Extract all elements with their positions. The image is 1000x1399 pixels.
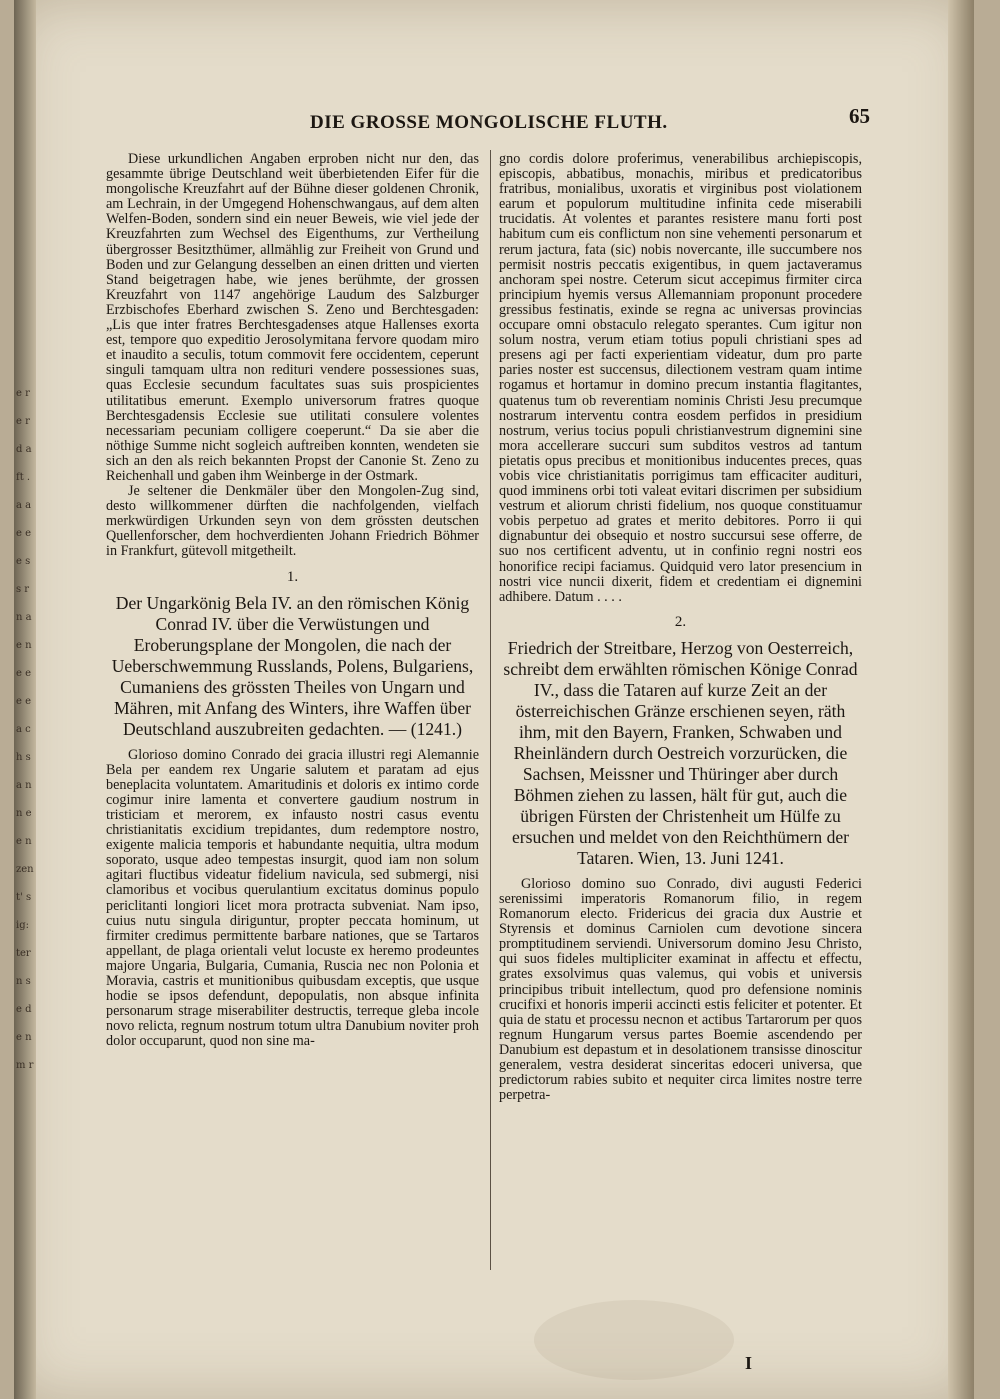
section-2-number: 2.	[674, 613, 687, 630]
facing-page-fragments: e r e r d a ft . a a e e e s s r n a e n e e e e a ch sa n n e e n zen t' sig: ter n se de n m r	[16, 388, 34, 1071]
right-column	[499, 152, 862, 1103]
left-column	[106, 152, 479, 1050]
column-divider	[490, 150, 491, 1270]
section-2-title: Friedrich der Streitbare, Herzog von Oesterreich, schreibt dem erwählten römischen Könige Conrad IV., dass die Tataren auf kurze Zeit an der österreichischen Gränze erschienen seyen, räth ihm, mit den Bayern, Franken, Schwaben und Rheinländern durch Oestreich vorzurücken, die Sachsen, Meissner und Thüringer aber durch Böhmen ziehen zu lassen, hält für gut, auch die übrigen Fürsten der Christenheit um Hülfe zu ersuchen und meldet von den Reichthümern der Tataren. Wien, 13. Juni 1241.	[503, 637, 858, 868]
intro-paragraph-1: Diese urkundlichen Angaben erproben nicht nur den, das gesammte übrige Deutschland weit überbietenden Eifer für die mongolische Kreuzfahrt auf der Bühne dieser goldenen Chronik, am Lechrain, in der Umgegend Hohenschwangaus, auf dem alten Welfen-Boden, sondern sind ein neuer Beweis, wie viel jede der Kreuzfahrten zum Wechsel des Eigenthums, zur Vertheilung übergrosser Besitzthümer, allmählig zur Freiheit von Grund und Boden und zur Gelangung desselben an einen dritten und vierten Stand beigetragen habe, wie jenes berühmte, der grossen Kreuzfahrt von 1147 angehörige Laudum des Salzburger Erzbischofes Eberhard zwischen S. Zeno und Berchtesgaden: „Lis que inter fratres Berchtesgadenses atque Hallenses exorta est, tempore quo expeditio Jerosolymitana fervore quodam miro et inaudito a seculis, totum commovit fere occidentem, ceperunt singuli tamquam ultra non redituri vendere possessiones suas, quas Ecclesie secundum facultates suas suis prospicientes utilitatibus emerunt. Exemplo universorum fratres quoque Berchtesgadensis Ecclesie sue utilitati consulere volentes necessariam pecuniam colligere coeperunt.“ Da sie aber die nöthige Summe nicht sogleich auftreiben konnten, wendeten sie sich an den als reich bekannten Propst der Canonie St. Zeno zu Reichenhall und gaben ihm Weinberge in der Ostmark.	[106, 151, 479, 484]
page-edge	[948, 0, 974, 1399]
intro-paragraph-2: Je seltener die Denkmäler über den Mongolen-Zug sind, desto willkommener dürften die nachfolgenden, vielfach merkwürdigen Urkunden seyn von dem grössten deutschen Quellenforscher, dem hochverdienten Johann Friedrich Böhmer in Frankfurt, gütevoll mitgetheilt.	[106, 483, 479, 560]
running-title: DIE GROSSE MONGOLISCHE FLUTH.	[310, 112, 668, 133]
section-1-text: Glorioso domino Conrado dei gracia illustri regi Alemannie Bela per eandem rex Ungarie salutem et paratam ad ejus beneplacita voluntatem. Amaritudinis et doloris ex intimo corde cogimur inire lamenta et convertere gaudium nostrum in tristiciam et merorem, ex infausto nostri casus eventu christianitatis excidium trepidantes, dum redemptore nostro, exigente malicia temporis et habundante nequitia, ultra modum soporato, usque adeo tempestas insurgit, quod iam non solum agitari fluctibus videatur fidelium navicula, sed submergi, nisi clamoribus et vocibus querulantium excitatus dominus populo periclitanti longiori licet mora protracta subveniat. Nam ipso, cuius nutu singula diriguntur, propter peccata hominum, ut firmiter credimus permittente barbare nationes, que se Tartaros appellant, de plaga orientali velut locuste ex heremo prodeuntes majore Ungaria, Bulgaria, Cumania, Ruscia nec non Polonia et Moravia, castris et munitionibus quibusdam exceptis, que usque hodie se ipsos defendunt, depopulatis, non absque infinita personarum strage miserabiliter destructis, terreque gleba incole novo relicta, regnum nostrum totum ultra Danubium noviter proh dolor occuparunt, quod non sine ma-	[106, 746, 479, 1050]
page-header	[310, 104, 870, 134]
continued-letter-text: gno cordis dolore proferimus, venerabilibus archiepiscopis, episcopis, abbatibus, monachis, miribus et predicatoribus fratribus, monialibus, uxoratis et virginibus post violationem earum et populorum multitudine infinita cede miserabili trucidatis. At volentes et parantes resistere manu forti post habitum cum eis conflictum non sine vehementi personarum et rerum jactura, fata (sic) nobis novercante, ille succumbere nos permisit nostris peccatis exigentibus, in quem jactaveramus anchoram spei nostre. Ceterum sicut accepimus firmiter circa principium hyemis versus Allemanniam proponunt procedere gressibus festinatis, exinde se regna ac universas provincias occupare omni obstaculo relegato sperantes. Cum igitur non solum nostra, verum etiam totius populi christiani spes ad presens agi per facti experientiam videatur, dum pro parte paries noster est succensus, dilectionem vestram quam intime rogamus et hortamur in domino precum instantia flagitantes, quatenus tum ob reverentiam nominis Christi Jesu precumque nostrarum interventu contra eosdem perfidos in presidium nostrum, verius tocius populi christianvestrum dignemini sine mora accellerare succuri sum subditos vestros ad tantum pietatis opus precibus et monitionibus inducentes preces, quas vobis vice christianitatis porrigimus tam efficaciter audituri, quod imminens orbi toti valeat evitari discrimen per subsidium vestrum et aliorum christi fidelium, nos quoque constituamur vobis perpetuo ad grates et merito debitores. Porro ii qui dignabuntur dei obsequio et nostro succursui sese offerre, de suo nos certificent adventu, ut in confinio regni nostri eos honorifice recipi faciamus. Quidquid vero lator presencium in nostri vice nuncii dixerit, fidem et credentiam ei dignemini adhibere. Datum . . . .	[499, 151, 862, 605]
section-1-title: Der Ungarkönig Bela IV. an den römischen König Conrad IV. über die Verwüstungen und Eroberungsplane der Mongolen, die nach der Ueberschwemmung Russlands, Polens, Bulgariens, Cumaniens des grössten Theiles von Ungarn und Mähren, mit Anfang des Winters, ihre Waffen über Deutschland auszubreiten gedachten. — (1241.)	[111, 592, 474, 739]
paper-stain	[534, 1300, 734, 1380]
section-2-text: Glorioso domino suo Conrado, divi augusti Federici serenissimi imperatoris Romanorum filio, in regem Romanorum electo. Fridericus dei gracia dux Austrie et Styrensis et dominus Carniolen cum devotione sincera promptitudinem serviendi. Universorum domino Jesu Christo, qui suos fideles multipliciter examinat in affectu et effectu, grates exsolvimus quas valemus, qui vobis et universis principibus tribuit intellectum, quod pro defensione nominis crucifixi et honoris imperii accincti estis feliciter et potenter. Et quia de statu et processu necnon et actibus Tartarorum per quos regnum Hungarum versus partes Boemie ascendendo per Danubium est depastum et in desolationem transisse dinoscitur generalem, vestra desiderat sinceritas edoceri universa, que predictorum rabies subito et nequiter circa limites nostre terre perpetra-	[499, 875, 862, 1104]
section-1-number: 1.	[286, 568, 299, 585]
page-number: 65	[849, 104, 870, 128]
signature-mark: I	[745, 1353, 753, 1373]
